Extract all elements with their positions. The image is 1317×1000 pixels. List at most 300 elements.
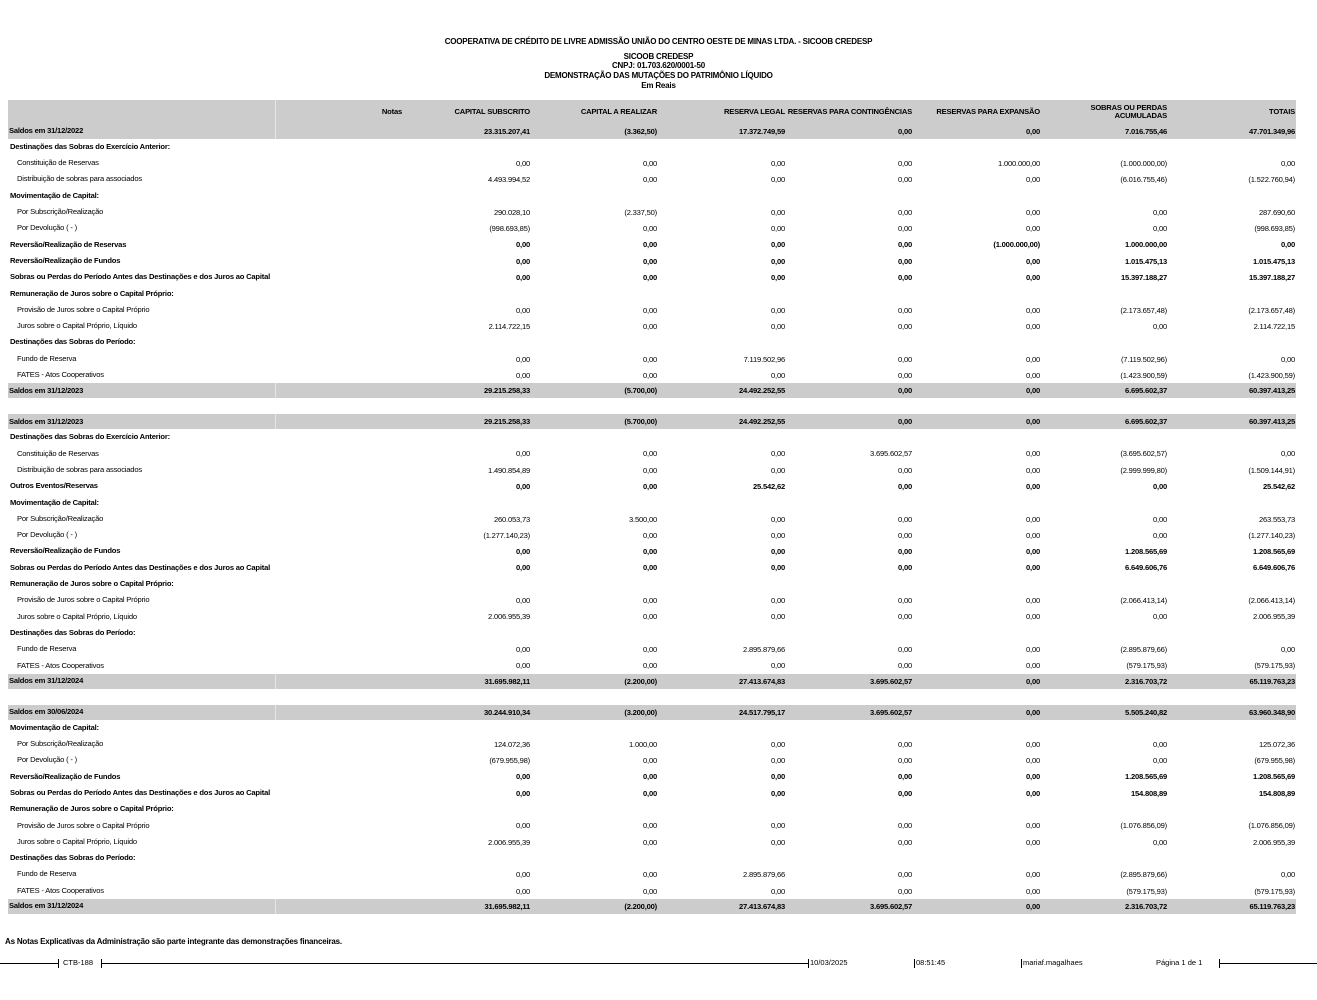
cell-reserva-legal: 0,00 — [771, 886, 785, 896]
print-date: 10/03/2025 — [810, 958, 848, 967]
cell-totais — [1168, 720, 1296, 736]
cell-totais: (1.277.140,23) — [1248, 530, 1295, 540]
table-row — [8, 560, 1296, 576]
cell-sobras-perdas: 2.316.703,72 — [1041, 674, 1168, 689]
cell-totais: 15.397.188,27 — [1249, 273, 1295, 283]
section-heading-row — [8, 495, 1296, 511]
cell-reservas-expansao: 0,00 — [1026, 273, 1040, 283]
cell-sobras-perdas: 6.695.602,37 — [1041, 414, 1168, 429]
cell-reservas-expansao: (1.000.000,00) — [993, 240, 1040, 250]
cell-reservas-contingencias: 0,00 — [898, 321, 912, 331]
cell-capital-subscrito: 0,00 — [516, 449, 530, 459]
cell-reserva-legal — [658, 495, 786, 511]
table-row — [8, 511, 1296, 527]
cell-totais: (1.076.856,09) — [1248, 821, 1295, 831]
cell-sobras-perdas: 1.208.565,69 — [1125, 547, 1167, 557]
cell-notas — [275, 172, 403, 188]
column-header-sobras-perdas: SOBRAS OU PERDAS ACUMULADAS — [1041, 100, 1168, 124]
cell-notas — [275, 188, 403, 204]
print-time: 08:51:45 — [916, 958, 946, 967]
cell-capital-a-realizar: 0,00 — [643, 837, 657, 847]
cell-capital-a-realizar: 0,00 — [643, 256, 657, 266]
cell-sobras-perdas: 0,00 — [1153, 530, 1167, 540]
cell-totais: (2.066.413,14) — [1248, 596, 1295, 606]
cell-notas — [275, 753, 403, 769]
cell-reservas-contingencias: 0,00 — [898, 514, 912, 524]
cell-reservas-expansao: 0,00 — [1026, 465, 1040, 475]
cell-totais: 60.397.413,25 — [1168, 414, 1296, 429]
footer-rule — [0, 963, 58, 964]
cell-capital-a-realizar: (3.200,00) — [531, 705, 658, 720]
row-label: Remuneração de Juros sobre o Capital Próprio: — [10, 288, 174, 298]
cell-sobras-perdas: 0,00 — [1153, 207, 1167, 217]
table-row — [8, 592, 1296, 608]
cell-notas — [275, 139, 403, 155]
cell-reservas-expansao — [913, 850, 1041, 866]
cell-notas — [275, 834, 403, 850]
section-heading-row — [8, 720, 1296, 736]
cell-reservas-contingencias: 3.695.602,57 — [870, 449, 912, 459]
cell-capital-subscrito: 0,00 — [516, 547, 530, 557]
cell-totais: (579.175,93) — [1254, 661, 1295, 671]
row-label: FATES - Atos Cooperativos — [17, 370, 104, 380]
cell-notas — [275, 253, 403, 269]
report-title: DEMONSTRAÇÃO DAS MUTAÇÕES DO PATRIMÔNIO LÍQUIDO — [544, 71, 773, 80]
cell-capital-a-realizar — [531, 495, 658, 511]
cell-reservas-expansao: 0,00 — [1026, 661, 1040, 671]
cell-reservas-contingencias: 0,00 — [898, 224, 912, 234]
cell-reserva-legal: 0,00 — [771, 175, 785, 185]
footer-rule — [101, 963, 808, 964]
section-heading-row — [8, 139, 1296, 155]
cell-reservas-contingencias: 0,00 — [786, 383, 913, 398]
cell-capital-a-realizar: 0,00 — [643, 175, 657, 185]
cell-capital-a-realizar — [531, 720, 658, 736]
cell-reservas-contingencias — [786, 335, 913, 351]
cell-reservas-expansao — [913, 801, 1041, 817]
row-label: Provisão de Juros sobre o Capital Próprio — [17, 595, 150, 605]
cell-reservas-expansao — [913, 495, 1041, 511]
cell-reservas-contingencias: 0,00 — [898, 370, 912, 380]
row-label: Outros Eventos/Reservas — [10, 481, 98, 491]
row-label: Por Subscrição/Realização — [17, 513, 104, 523]
row-label: Destinações das Sobras do Período: — [10, 853, 136, 863]
cell-notas — [275, 318, 403, 334]
cell-reservas-expansao: 0,00 — [1026, 354, 1040, 364]
table-row — [8, 736, 1296, 752]
cell-reservas-contingencias: 0,00 — [898, 821, 912, 831]
cell-capital-a-realizar: 0,00 — [643, 821, 657, 831]
row-label: Provisão de Juros sobre o Capital Próprio — [17, 304, 150, 314]
cell-reservas-contingencias: 0,00 — [898, 596, 912, 606]
section-heading-row — [8, 188, 1296, 204]
cell-totais — [1168, 495, 1296, 511]
page-number: Página 1 de 1 — [1156, 958, 1203, 967]
row-label: Saldos em 31/12/2024 — [8, 674, 275, 689]
row-label: Provisão de Juros sobre o Capital Próprio — [17, 820, 150, 830]
cell-totais — [1168, 576, 1296, 592]
cell-reserva-legal: 2.895.879,66 — [743, 870, 785, 880]
row-label: Saldos em 31/12/2022 — [8, 124, 275, 139]
cell-sobras-perdas: (2.999.999,80) — [1120, 465, 1167, 475]
cell-reservas-expansao: 0,00 — [1026, 772, 1040, 782]
cell-capital-a-realizar: 0,00 — [643, 370, 657, 380]
cell-capital-subscrito: 0,00 — [516, 273, 530, 283]
row-label: Por Devolução ( - ) — [17, 223, 77, 233]
cell-notas — [275, 625, 403, 641]
cell-notas — [275, 609, 403, 625]
cell-reservas-contingencias: 0,00 — [898, 612, 912, 622]
cell-totais: 154.808,89 — [1258, 788, 1295, 798]
cell-capital-subscrito: 30.244.910,34 — [403, 705, 531, 720]
cell-sobras-perdas: (7.119.502,96) — [1120, 354, 1167, 364]
cell-totais: 1.015.475,13 — [1253, 256, 1295, 266]
cell-reservas-contingencias — [786, 429, 913, 445]
row-label: Por Devolução ( - ) — [17, 755, 77, 765]
cell-totais: 2.006.955,39 — [1253, 612, 1295, 622]
row-label: Juros sobre o Capital Próprio, Líquido — [17, 321, 137, 331]
footer-divider — [914, 959, 915, 968]
table-row — [8, 527, 1296, 543]
cell-capital-subscrito: 0,00 — [516, 481, 530, 491]
cell-totais — [1168, 188, 1296, 204]
cell-reservas-expansao: 0,00 — [1026, 547, 1040, 557]
cell-capital-a-realizar: 0,00 — [643, 354, 657, 364]
section-heading-row — [8, 850, 1296, 866]
cell-totais: 1.208.565,69 — [1253, 772, 1295, 782]
cell-notas — [275, 367, 403, 383]
cell-sobras-perdas — [1041, 801, 1168, 817]
cell-notas — [275, 124, 403, 139]
cell-notas — [275, 560, 403, 576]
row-label: Sobras ou Perdas do Período Antes das Destinações e dos Juros ao Capital — [10, 562, 271, 572]
cell-reserva-legal: 0,00 — [771, 612, 785, 622]
column-header-reserva-legal: RESERVA LEGAL — [658, 100, 786, 124]
cell-reserva-legal: 0,00 — [771, 449, 785, 459]
cell-reservas-expansao: 0,00 — [1026, 370, 1040, 380]
cell-capital-subscrito: 0,00 — [516, 644, 530, 654]
cell-reservas-contingencias — [786, 576, 913, 592]
cell-sobras-perdas — [1041, 429, 1168, 445]
cell-reservas-expansao: 0,00 — [1026, 305, 1040, 315]
cell-capital-a-realizar: 0,00 — [643, 240, 657, 250]
section-heading-row — [8, 286, 1296, 302]
cell-totais: (1.509.144,91) — [1248, 465, 1295, 475]
spacer-cell — [8, 398, 1296, 414]
cell-notas — [275, 801, 403, 817]
row-label: Movimentação de Capital: — [10, 497, 99, 507]
cell-reserva-legal — [658, 720, 786, 736]
cell-capital-a-realizar — [531, 335, 658, 351]
table-row — [8, 446, 1296, 462]
cell-sobras-perdas: 0,00 — [1153, 224, 1167, 234]
cell-reservas-expansao — [913, 188, 1041, 204]
cell-sobras-perdas: 0,00 — [1153, 739, 1167, 749]
cell-reservas-contingencias: 3.695.602,57 — [786, 674, 913, 689]
cell-totais: 125.072,36 — [1258, 739, 1295, 749]
table-row — [8, 478, 1296, 494]
cell-notas — [275, 818, 403, 834]
table-row — [8, 544, 1296, 560]
cell-reserva-legal: 0,00 — [771, 207, 785, 217]
cell-reservas-expansao: 0,00 — [1026, 530, 1040, 540]
cell-capital-a-realizar: 0,00 — [643, 273, 657, 283]
cell-sobras-perdas: (2.895.879,66) — [1120, 644, 1167, 654]
cell-notas — [275, 237, 403, 253]
table-row — [8, 883, 1296, 899]
cell-capital-subscrito: (679.955,98) — [489, 756, 530, 766]
row-label: Distribuição de sobras para associados — [17, 174, 142, 184]
cell-capital-subscrito: 0,00 — [516, 661, 530, 671]
cell-reservas-expansao: 0,00 — [913, 383, 1041, 398]
cell-capital-a-realizar — [531, 576, 658, 592]
cell-notas — [275, 674, 403, 689]
cell-capital-a-realizar: 0,00 — [643, 530, 657, 540]
short-name: SICOOB CREDESP — [623, 52, 694, 61]
cell-notas — [275, 769, 403, 785]
footer-divider — [808, 959, 809, 968]
row-label: Reversão/Realização de Reservas — [10, 239, 127, 249]
cell-capital-subscrito: (998.693,85) — [489, 224, 530, 234]
cell-reservas-expansao: 0,00 — [1026, 207, 1040, 217]
cell-reservas-contingencias — [786, 801, 913, 817]
cell-reservas-expansao: 0,00 — [1026, 821, 1040, 831]
cell-capital-a-realizar: 0,00 — [643, 158, 657, 168]
cell-totais — [1168, 139, 1296, 155]
cell-reservas-contingencias: 0,00 — [898, 273, 912, 283]
cell-capital-subscrito — [403, 188, 531, 204]
cell-reserva-legal — [658, 335, 786, 351]
cell-totais: 0,00 — [1281, 240, 1295, 250]
cell-capital-a-realizar: 0,00 — [643, 612, 657, 622]
cell-reservas-expansao: 1.000.000,00 — [998, 158, 1040, 168]
cell-capital-a-realizar — [531, 850, 658, 866]
cell-capital-subscrito: 23.315.207,41 — [403, 124, 531, 139]
cell-notas — [275, 867, 403, 883]
cell-notas — [275, 705, 403, 720]
cell-notas — [275, 220, 403, 236]
cell-capital-subscrito: 290.028,10 — [493, 207, 530, 217]
table-row — [8, 834, 1296, 850]
cell-notas — [275, 576, 403, 592]
cell-capital-subscrito: 0,00 — [516, 158, 530, 168]
cell-capital-subscrito — [403, 335, 531, 351]
cell-capital-subscrito: 31.695.982,11 — [403, 674, 531, 689]
row-label: Juros sobre o Capital Próprio, Líquido — [17, 611, 137, 621]
cell-reserva-legal: 25.542,62 — [753, 481, 785, 491]
cell-sobras-perdas — [1041, 188, 1168, 204]
cell-totais: 0,00 — [1281, 354, 1295, 364]
cell-sobras-perdas — [1041, 720, 1168, 736]
cell-sobras-perdas: 7.016.755,46 — [1041, 124, 1168, 139]
cell-reservas-expansao: 0,00 — [1026, 449, 1040, 459]
cell-reserva-legal — [658, 286, 786, 302]
cell-reserva-legal: 0,00 — [771, 514, 785, 524]
report-code: CTB-188 — [63, 958, 94, 967]
cell-sobras-perdas: (6.016.755,46) — [1120, 175, 1167, 185]
cell-capital-subscrito: 31.695.982,11 — [403, 899, 531, 914]
column-header-capital-subscrito: CAPITAL SUBSCRITO — [403, 100, 531, 124]
spacer-row — [8, 689, 1296, 705]
column-header-totais: TOTAIS — [1168, 100, 1296, 124]
cell-reservas-contingencias: 0,00 — [898, 870, 912, 880]
cell-capital-subscrito — [403, 286, 531, 302]
cell-reservas-contingencias — [786, 720, 913, 736]
cell-reserva-legal: 0,00 — [771, 305, 785, 315]
cell-reserva-legal: 0,00 — [771, 772, 785, 782]
cell-totais — [1168, 335, 1296, 351]
cell-sobras-perdas: 0,00 — [1153, 321, 1167, 331]
cell-reservas-expansao — [913, 139, 1041, 155]
cell-notas — [275, 850, 403, 866]
cell-reservas-contingencias: 0,00 — [898, 739, 912, 749]
cell-reservas-expansao: 0,00 — [1026, 788, 1040, 798]
row-label: Reversão/Realização de Fundos — [10, 546, 121, 556]
cell-reserva-legal: 0,00 — [771, 370, 785, 380]
row-label: Destinações das Sobras do Exercício Anterior: — [10, 432, 170, 442]
cell-notas — [275, 883, 403, 899]
cell-capital-subscrito: (1.277.140,23) — [483, 530, 530, 540]
cell-totais — [1168, 801, 1296, 817]
column-header-capital-a-realizar: CAPITAL A REALIZAR — [531, 100, 658, 124]
cell-capital-a-realizar — [531, 188, 658, 204]
cell-reservas-expansao: 0,00 — [913, 899, 1041, 914]
cell-reserva-legal — [658, 139, 786, 155]
cell-capital-a-realizar: 0,00 — [643, 644, 657, 654]
cell-totais: (998.693,85) — [1254, 224, 1295, 234]
cell-totais — [1168, 429, 1296, 445]
row-label: Saldos em 30/06/2024 — [8, 705, 275, 720]
cell-capital-a-realizar — [531, 286, 658, 302]
row-label: Saldos em 31/12/2024 — [8, 899, 275, 914]
cell-sobras-perdas: (2.895.879,66) — [1120, 870, 1167, 880]
cell-sobras-perdas: 0,00 — [1153, 514, 1167, 524]
spacer-cell — [8, 689, 1296, 705]
cell-capital-a-realizar: 0,00 — [643, 224, 657, 234]
cell-reservas-expansao: 0,00 — [1026, 256, 1040, 266]
cell-totais: 65.119.763,23 — [1168, 899, 1296, 914]
cell-capital-subscrito — [403, 139, 531, 155]
cell-capital-subscrito: 0,00 — [516, 305, 530, 315]
cell-reservas-expansao — [913, 576, 1041, 592]
cell-notas — [275, 414, 403, 429]
cell-capital-subscrito — [403, 850, 531, 866]
cell-reservas-expansao: 0,00 — [1026, 837, 1040, 847]
row-label: Movimentação de Capital: — [10, 190, 99, 200]
cell-reservas-contingencias: 0,00 — [898, 175, 912, 185]
cell-notas — [275, 899, 403, 914]
table-row — [8, 253, 1296, 269]
row-label: Remuneração de Juros sobre o Capital Próprio: — [10, 579, 174, 589]
cell-reserva-legal — [658, 429, 786, 445]
cell-reserva-legal: 0,00 — [771, 224, 785, 234]
cell-reserva-legal: 0,00 — [771, 596, 785, 606]
cell-notas — [275, 785, 403, 801]
footnote: As Notas Explicativas da Administração são parte integrante das demonstrações financeiras. — [5, 937, 342, 946]
cell-reservas-expansao: 0,00 — [1026, 596, 1040, 606]
cell-capital-a-realizar: 0,00 — [643, 563, 657, 573]
table-row — [8, 172, 1296, 188]
cell-sobras-perdas: (1.076.856,09) — [1120, 821, 1167, 831]
cell-totais: 263.553,73 — [1258, 514, 1295, 524]
cell-sobras-perdas: 0,00 — [1153, 837, 1167, 847]
cell-reservas-expansao — [913, 720, 1041, 736]
cell-notas — [275, 204, 403, 220]
cell-reservas-contingencias: 0,00 — [898, 644, 912, 654]
row-label: Destinações das Sobras do Período: — [10, 627, 136, 637]
cell-sobras-perdas: (579.175,93) — [1126, 886, 1167, 896]
cell-capital-a-realizar: 0,00 — [643, 547, 657, 557]
cell-capital-subscrito: 0,00 — [516, 370, 530, 380]
cell-sobras-perdas: 154.808,89 — [1130, 788, 1167, 798]
cell-totais: 1.208.565,69 — [1253, 547, 1295, 557]
cell-capital-a-realizar — [531, 139, 658, 155]
cell-notas — [275, 544, 403, 560]
balance-row — [8, 674, 1296, 689]
company-name: COOPERATIVA DE CRÉDITO DE LIVRE ADMISSÃO UNIÃO DO CENTRO OESTE DE MINAS LTDA. - SICOOB CREDESP — [444, 37, 873, 46]
row-label: Saldos em 31/12/2023 — [8, 414, 275, 429]
cell-notas — [275, 527, 403, 543]
row-label: Sobras ou Perdas do Período Antes das Destinações e dos Juros ao Capital — [10, 787, 271, 797]
cell-capital-a-realizar: 3.500,00 — [629, 514, 657, 524]
section-heading-row — [8, 576, 1296, 592]
cell-sobras-perdas: 0,00 — [1153, 612, 1167, 622]
table-row — [8, 867, 1296, 883]
cell-reservas-expansao: 0,00 — [1026, 563, 1040, 573]
cell-capital-a-realizar: 0,00 — [643, 788, 657, 798]
cell-reservas-expansao: 0,00 — [1026, 756, 1040, 766]
cell-sobras-perdas: 1.015.475,13 — [1125, 256, 1167, 266]
cell-reserva-legal — [658, 801, 786, 817]
cell-sobras-perdas: (3.695.602,57) — [1120, 449, 1167, 459]
cell-reservas-expansao: 0,00 — [1026, 481, 1040, 491]
table-row — [8, 785, 1296, 801]
table-row — [8, 367, 1296, 383]
cell-capital-a-realizar: (2.337,50) — [624, 207, 657, 217]
cell-totais — [1168, 850, 1296, 866]
footer-divider — [58, 959, 59, 968]
cell-reserva-legal — [658, 576, 786, 592]
cell-notas — [275, 462, 403, 478]
cell-capital-subscrito — [403, 429, 531, 445]
cell-capital-a-realizar — [531, 801, 658, 817]
cell-reservas-contingencias: 0,00 — [898, 207, 912, 217]
cell-reservas-expansao: 0,00 — [1026, 612, 1040, 622]
table-row — [8, 818, 1296, 834]
cell-totais — [1168, 286, 1296, 302]
cell-capital-subscrito: 1.490.854,89 — [488, 465, 530, 475]
cell-reservas-expansao — [913, 335, 1041, 351]
cell-sobras-perdas: 1.208.565,69 — [1125, 772, 1167, 782]
cell-reserva-legal: 24.517.795,17 — [658, 705, 786, 720]
balance-row — [8, 414, 1296, 429]
cell-reservas-contingencias: 0,00 — [898, 886, 912, 896]
cell-reserva-legal: 24.492.252,55 — [658, 383, 786, 398]
row-label: FATES - Atos Cooperativos — [17, 885, 104, 895]
cell-notas — [275, 429, 403, 445]
cell-capital-subscrito: 124.072,36 — [493, 739, 530, 749]
cell-sobras-perdas: 0,00 — [1153, 481, 1167, 491]
row-label: FATES - Atos Cooperativos — [17, 660, 104, 670]
cell-notas — [275, 269, 403, 285]
cell-notas — [275, 641, 403, 657]
cell-reserva-legal: 0,00 — [771, 837, 785, 847]
cell-sobras-perdas — [1041, 625, 1168, 641]
cell-reservas-expansao: 0,00 — [1026, 644, 1040, 654]
cell-reservas-expansao: 0,00 — [913, 414, 1041, 429]
row-label: Sobras ou Perdas do Período Antes das Destinações e dos Juros ao Capital — [10, 272, 271, 282]
cell-totais: (2.173.657,48) — [1248, 305, 1295, 315]
